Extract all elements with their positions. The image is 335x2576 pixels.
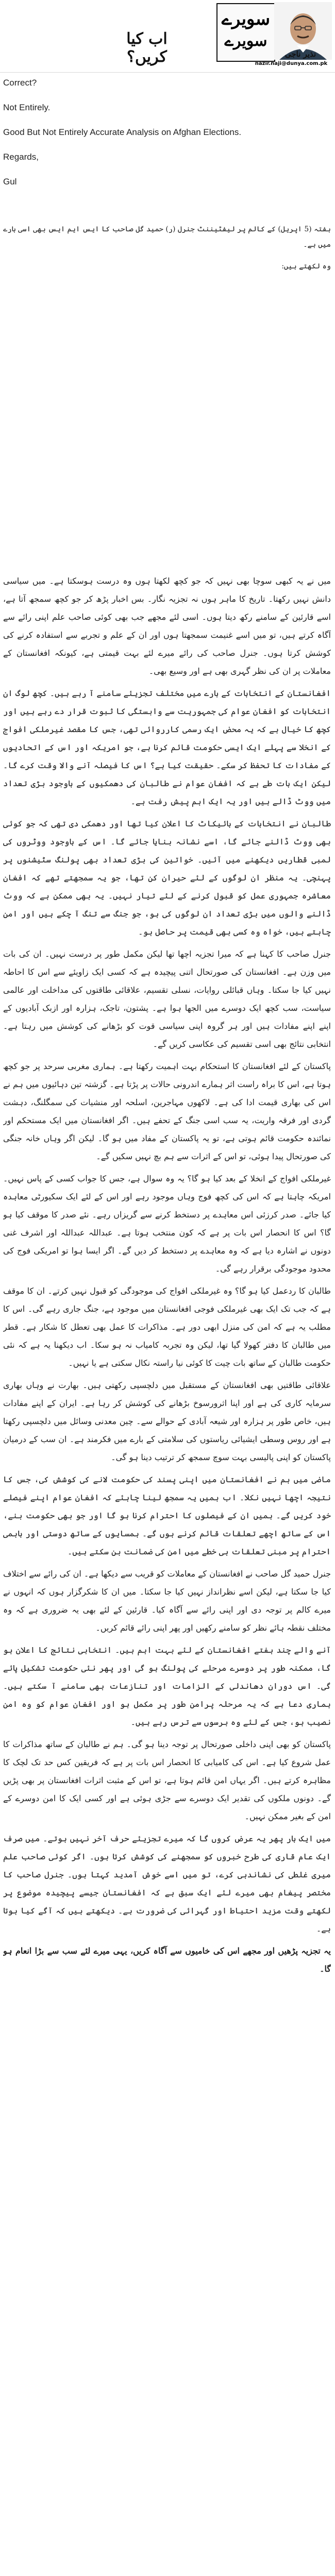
body-paragraph: ماضی میں ہم نے افغانستان میں اپنی پسند کی حکومت لانے کی کوشش کی، جس کا نتیجہ اچھا نہیں نکلا۔ اب ہمیں یہ سمجھ لینا چاہئے کہ افغان عوام اپنے فیصلے خود کریں گے۔ ہمیں ان کے فیصلوں کا احترام کرنا ہو گا اور جو بھی حکومت بنے، اس کے ساتھ اچھے تعلقات قائم کرنے ہوں گے۔ ہمسایوں کے ساتھ دوستی اور باہمی احترام پر مبنی تعلقات ہی خطے میں امن کی ضمانت بن سکتے ہیں۔ bbox=[3, 1475, 331, 1556]
body-paragraph: علاقائی طاقتیں بھی افغانستان کے مستقبل میں دلچسپی رکھتی ہیں۔ بھارت نے وہاں بھاری سرمایہ کاری کی ہے اور اپنا اثرورسوخ بڑھانے کی کوشش کر رہا ہے۔ ایران کے اپنے مفادات ہیں، خاص طور پر ہزارہ اور شیعہ آبادی کے حوالے سے۔ چین معدنی وسائل میں دلچسپی رکھتا ہے اور روس وسطی ایشیائی ریاستوں کی سلامتی کے بارے میں فکرمند ہے۔ ان سب کے درمیان پاکستان کو اپنی پالیسی بہت سوچ سمجھ کر ترتیب دینا ہو گی۔ bbox=[3, 1380, 331, 1462]
reader-letter bbox=[3, 76, 323, 200]
column-masthead-logo bbox=[216, 3, 275, 62]
body-paragraph: پاکستان کو بھی اپنی داخلی صورتحال پر توجہ دینا ہو گی۔ ہم نے طالبان کے ساتھ مذاکرات کا عمل شروع کیا ہے۔ اس کی کامیابی کا انحصار اس بات پر ہے کہ فریقین کس حد تک لچک کا مظاہرہ کرتے ہیں۔ اگر یہاں امن قائم ہوتا ہے، تو اس کے مثبت اثرات افغانستان پر بھی پڑیں گے۔ دونوں ملکوں کی تقدیر ایک دوسرے سے جڑی ہوئی ہے اور کسی ایک کا امن دوسرے کے امن کے بغیر ممکن نہیں۔ bbox=[3, 1739, 331, 1821]
body-paragraph: غیرملکی افواج کے انخلا کے بعد کیا ہو گا؟ یہ وہ سوال ہے، جس کا جواب کسی کے پاس نہیں۔ امریکہ چاہتا ہے کہ اس کی کچھ فوج وہاں موجود رہے اور اس کے لئے ایک سکیورٹی معاہدہ کیا جائے۔ صدر کرزئی اس معاہدے پر دستخط کرنے سے گریزاں رہے۔ نئے صدر کا موقف کیا ہو گا؟ اس کا انحصار اس بات پر ہے کہ کون منتخب ہوتا ہے۔ عبداللہ عبداللہ اور اشرف غنی دونوں نے اشارہ دیا ہے کہ وہ معاہدے پر دستخط کر دیں گے۔ اگر ایسا ہوا تو امریکی فوج کی محدود موجودگی برقرار رہے گی۔ bbox=[3, 1174, 331, 1274]
body-paragraph: طالبان کا ردعمل کیا ہو گا؟ وہ غیرملکی افواج کی موجودگی کو قبول نہیں کرتے۔ ان کا موقف ہے کہ جب تک ایک بھی غیرملکی فوجی افغانستان میں موجود ہے، جنگ جاری رہے گی۔ اس کا مطلب یہ ہے کہ امن کی منزل ابھی دور ہے۔ مذاکرات کا عمل بھی تعطل کا شکار ہے۔ قطر میں طالبان کا دفتر کھولا گیا تھا، لیکن وہ تجربہ کامیاب نہ ہو سکا۔ اب دیکھنا یہ ہے کہ نئی حکومت طالبان کے ساتھ بات چیت کا کوئی نیا راستہ نکال سکتی ہے یا نہیں۔ bbox=[3, 1286, 331, 1368]
author-email[interactable]: nazir.naji@dunya.com.pk bbox=[255, 61, 328, 66]
body-paragraph: افغانستان کے انتخابات کے بارے میں مختلف تجزیئے سامنے آ رہے ہیں۔ کچھ لوگ ان انتخابات کو افغان عوام کی جمہوریت سے وابستگی کا ثبوت قرار دے رہے ہیں اور کچھ کا خیال ہے کہ یہ محض ایک رسمی کارروائی تھی، جس کا مقصد غیرملکی افواج کے انخلا سے پہلے ایک ایسی حکومت قائم کرنا ہے، جو امریکہ اور اس کے اتحادیوں کے مفادات کا تحفظ کر سکے۔ حقیقت کیا ہے؟ اس کا فیصلہ آنے والا وقت کرے گا۔ لیکن ایک بات طے ہے کہ افغان عوام نے طالبان کی دھمکیوں کے باوجود بڑی تعداد میں ووٹ ڈالے ہیں اور یہ ایک اہم پیش رفت ہے۔ bbox=[3, 688, 331, 806]
column-body-text bbox=[3, 572, 331, 1978]
column-body bbox=[3, 572, 331, 2576]
masthead-line-1: سویرے bbox=[221, 9, 271, 29]
intro-paragraph: ہفتہ (5 اپریل) کے کالم پر لیفٹیننٹ جنرل (ر) حمید گل صاحب کا ایس ایم ایس بھی اسی بارے میں ہے۔ bbox=[3, 225, 331, 249]
letter-line: Gul bbox=[3, 177, 17, 187]
body-paragraph: آنے والے چند ہفتے افغانستان کے لئے بہت اہم ہیں۔ انتخابی نتائج کا اعلان ہو گا، ممکنہ طور پر دوسرے مرحلے کی پولنگ ہو گی اور پھر نئی حکومت تشکیل پائے گی۔ اس دوران دھاندلی کے الزامات اور تنازعات بھی سامنے آ سکتے ہیں۔ ہماری دعا ہے کہ یہ مرحلہ پرامن طور پر مکمل ہو اور افغان عوام کو وہ امن نصیب ہو، جس کے لئے وہ برسوں سے ترس رہے ہیں۔ bbox=[3, 1645, 331, 1727]
author-name: نذیر ناجی bbox=[284, 49, 316, 59]
body-paragraph: جنرل صاحب کا کہنا ہے کہ میرا تجزیہ اچھا تھا لیکن مکمل طور پر درست نہیں۔ ان کی بات میں وزن ہے۔ افغانستان کی صورتحال اتنی پیچیدہ ہے کہ کسی ایک زاویئے سے اس کا احاطہ نہیں کیا جا سکتا۔ وہاں قبائلی روایات، نسلی تقسیم، علاقائی طاقتوں کی مداخلت اور عالمی سیاست، سب کچھ ایک دوسرے میں الجھا ہوا ہے۔ پشتون، تاجک، ہزارہ اور ازبک آبادیوں کے اپنے اپنے مفادات ہیں اور ہر گروہ اپنی سیاسی قوت کو بڑھانے کی کوشش میں رہتا ہے۔ انتخابی نتائج بھی اسی تقسیم کی عکاسی کریں گے۔ bbox=[3, 949, 331, 1049]
letter-line: Good But Not Entirely Accurate Analysis on Afghan Elections. bbox=[3, 127, 242, 137]
body-paragraph: پاکستان کے لئے افغانستان کا استحکام بہت اہمیت رکھتا ہے۔ ہماری مغربی سرحد پر جو کچھ ہوتا ہے، اس کا براہ راست اثر ہمارے اندرونی حالات پر پڑتا ہے۔ گزشتہ تین دہائیوں میں ہم نے اس کی بھاری قیمت ادا کی ہے۔ لاکھوں مہاجرین، اسلحہ اور منشیات کی سمگلنگ، دہشت گردی اور فرقہ واریت، یہ سب اسی جنگ کے تحفے ہیں۔ اگر افغانستان میں ایک مستحکم اور نمائندہ حکومت قائم ہوتی ہے، تو یہ پاکستان کے مفاد میں ہو گا۔ لیکن اگر وہاں خانہ جنگی کی صورتحال پیدا ہوئی، تو اس کے اثرات سے ہم بچ نہیں سکیں گے۔ bbox=[3, 1061, 331, 1161]
letter-line: Not Entirely. bbox=[3, 103, 51, 112]
closing-line: یہ تجزیہ پڑھیں اور مجھے اس کی خامیوں سے آگاہ کریں، یہی میرے لئے سب سے بڑا انعام ہو گا۔ bbox=[3, 1946, 331, 1974]
masthead-line-2: سویرے bbox=[224, 32, 267, 50]
body-paragraph: طالبان نے انتخابات کے بائیکاٹ کا اعلان کیا تھا اور دھمکی دی تھی کہ جو کوئی بھی ووٹ ڈالنے جائے گا، اسے نشانہ بنایا جائے گا۔ اس کے باوجود ووٹروں کی لمبی قطاریں دیکھنے میں آئیں۔ خواتین کی بڑی تعداد بھی پولنگ سٹیشنوں پر پہنچی۔ یہ منظر ان لوگوں کے لئے حیران کن تھا، جو یہ سمجھتے تھے کہ افغان معاشرہ جمہوری عمل کو قبول کرنے کے لئے تیار نہیں۔ یہ بھی ممکن ہے کہ ووٹ ڈالنے والوں میں بڑی تعداد ان لوگوں کی ہو، جو جنگ سے تنگ آ چکے ہیں اور امن چاہتے ہیں، خواہ وہ کسی بھی قیمت پر حاصل ہو۔ bbox=[3, 819, 331, 937]
body-paragraph: جنرل حمید گل صاحب نے افغانستان کے معاملات کو قریب سے دیکھا ہے۔ ان کی رائے سے اختلاف کیا جا سکتا ہے، لیکن اسے نظرانداز نہیں کیا جا سکتا۔ میں ان کا شکرگزار ہوں کہ انہوں نے میرے کالم پر توجہ دی اور اپنی رائے سے آگاہ کیا۔ قارئین کے لئے بھی یہ ضروری ہے کہ وہ مختلف نقطہ ہائے نظر کو سامنے رکھیں اور پھر اپنی رائے قائم کریں۔ bbox=[3, 1569, 331, 1633]
body-paragraph: میں نے یہ کبھی سوچا بھی نہیں کہ جو کچھ لکھتا ہوں وہ درست ہوسکتا ہے۔ میں سیاسی دانش نہیں رکھتا۔ تاریخ کا ماہر ہوں نہ تجزیہ نگار۔ بس اخبار پڑھ کر جو کچھ سمجھ آتا ہے، اسے قارئین کے سامنے رکھ دیتا ہوں۔ اسی لئے مجھے جب بھی کوئی صاحب علم اپنی رائے سے آگاہ کرتے ہیں، تو میں اسے غنیمت سمجھتا ہوں اور ان کے علم و تجربے سے استفادہ کرنے کی کوشش کرتا ہوں۔ جنرل صاحب کی رائے میرے لئے بہت قیمتی ہے، کیونکہ افغانستان کے معاملات پر ان کی نظر گہری بھی ہے اور وسیع بھی۔ bbox=[3, 576, 331, 676]
column-header bbox=[0, 0, 335, 73]
column-headline: اب کیا کریں؟ bbox=[126, 30, 167, 66]
intro-paragraph: وہ لکھتے ہیں: bbox=[281, 262, 331, 270]
body-paragraph: میں ایک بار پھر یہ عرض کروں گا کہ میرے تجزیئے حرف آخر نہیں ہوتے۔ میں صرف ایک عام قاری کی طرح خبروں کو سمجھنے کی کوشش کرتا ہوں۔ اگر کوئی صاحب علم میری غلطی کی نشاندہی کرے، تو میں اسے خوش آمدید کہتا ہوں۔ جنرل صاحب کا مختصر پیغام بھی میرے لئے ایک سبق ہے کہ افغانستان جیسے پیچیدہ موضوع پر لکھتے وقت مزید احتیاط اور گہرائی کی ضرورت ہے۔ دیکھتے ہیں کہ آگے کیا ہوتا ہے۔ bbox=[3, 1834, 331, 1934]
letter-line: Correct? bbox=[3, 78, 37, 88]
letter-intro bbox=[3, 222, 331, 280]
letter-line: Regards, bbox=[3, 152, 39, 162]
